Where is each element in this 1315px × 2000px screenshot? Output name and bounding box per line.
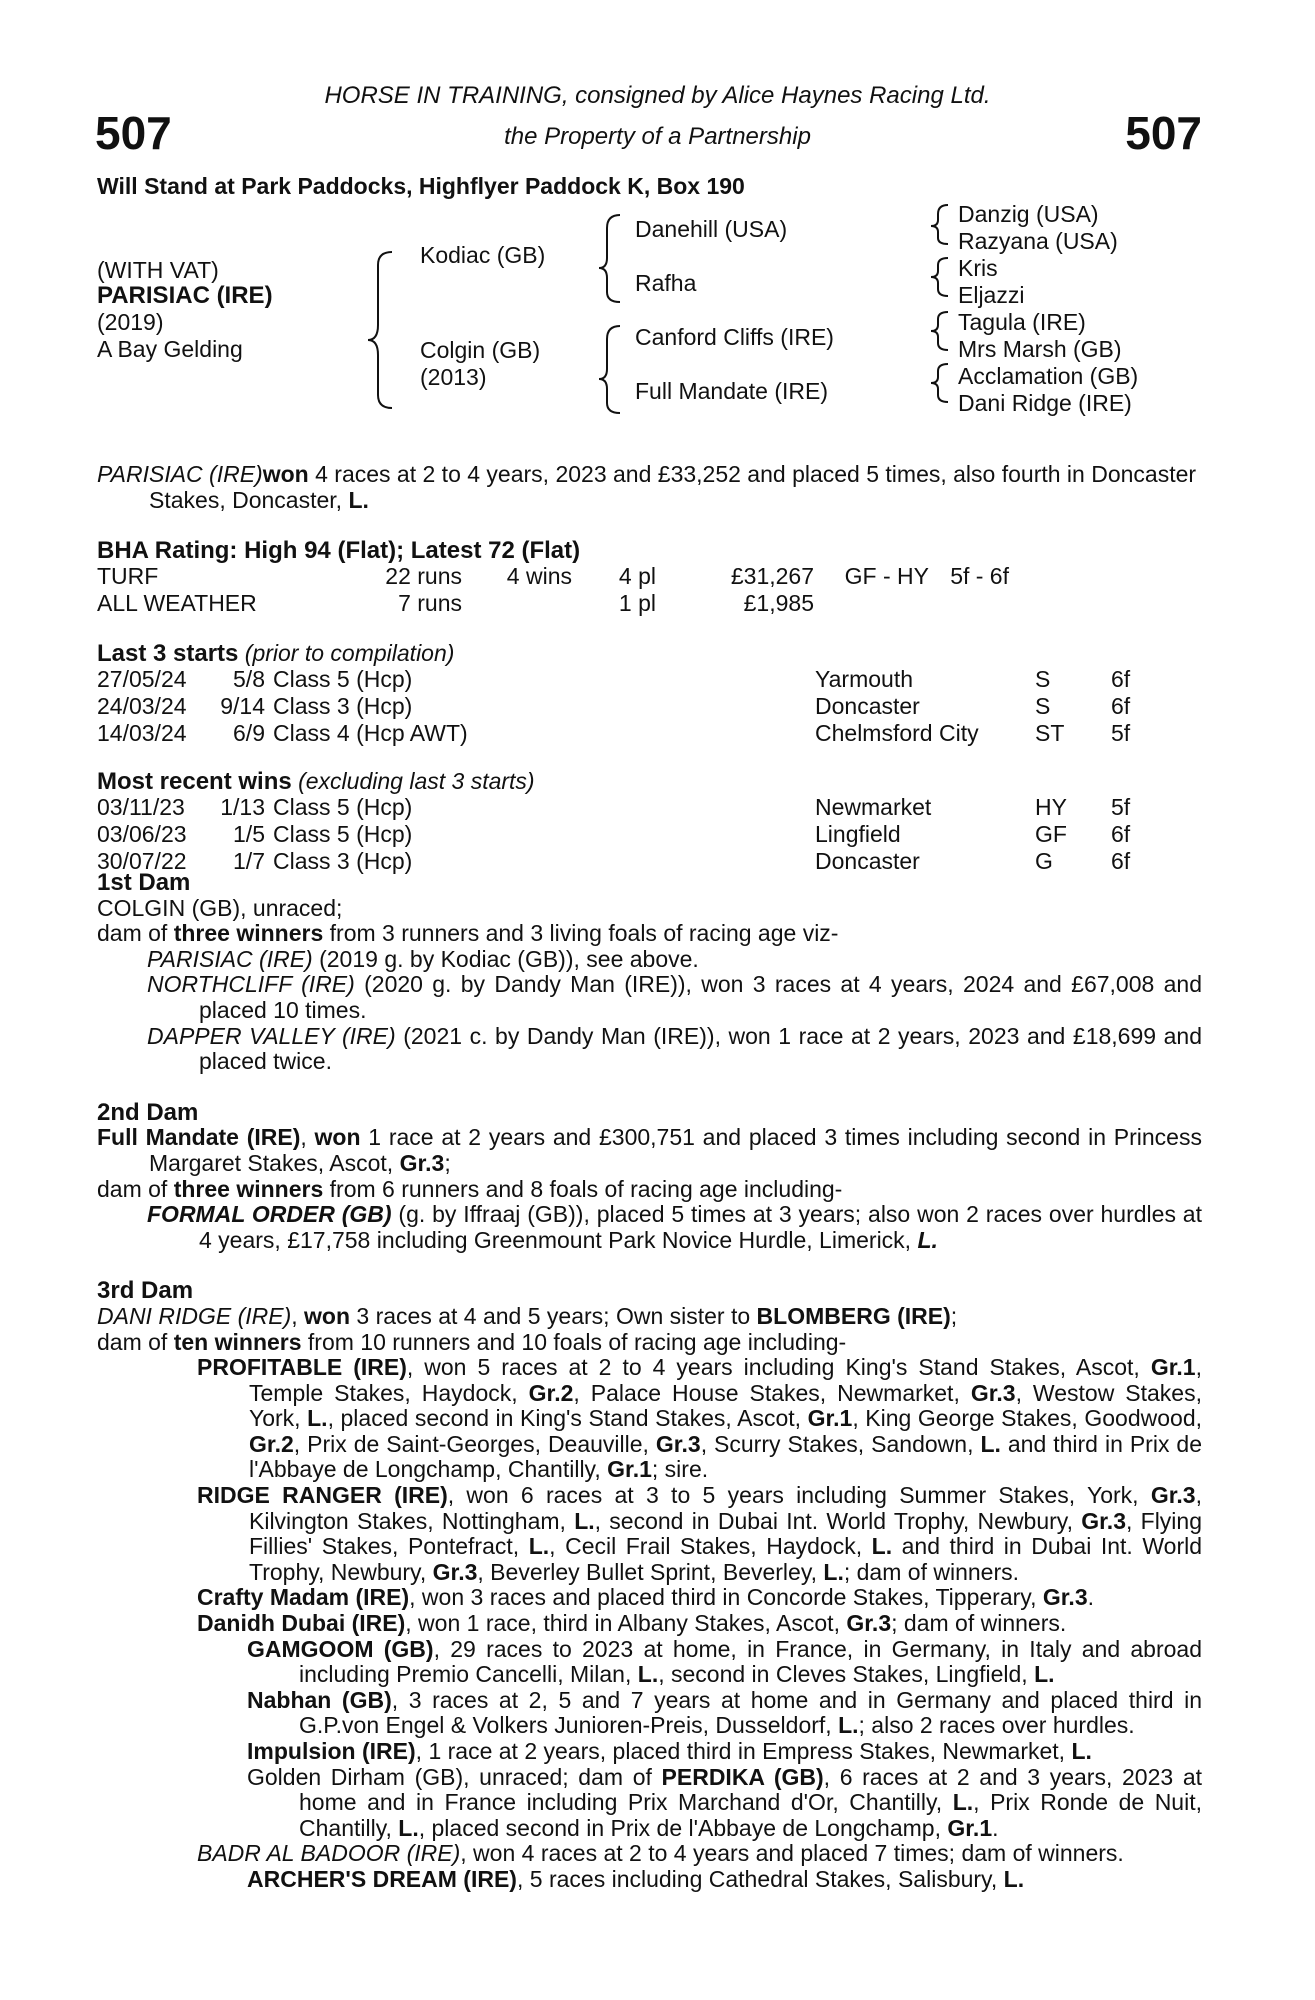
race-going: GF [1035, 821, 1067, 847]
text: and third in Prix de l'Abbaye de Longchamp, Chantilly, [249, 1430, 1203, 1483]
offspring-name: NORTHCLIFF (IRE) [147, 971, 355, 998]
dam-year: (2013) [420, 364, 487, 390]
text: ; also 2 races over hurdles. [858, 1712, 1135, 1739]
grade: L. [917, 1226, 938, 1253]
offspring-name: Crafty Madam (IRE) [197, 1584, 410, 1611]
distance-range [929, 590, 1009, 617]
race-position: 1/5 [233, 821, 265, 847]
text: . [1087, 1584, 1095, 1611]
race-course: Newmarket [815, 794, 932, 820]
offspring-entry [97, 1024, 1202, 1075]
grade: L. [871, 1533, 893, 1560]
race-class: Class 5 (Hcp) [273, 821, 413, 847]
offspring-details: (2020 g. by Dandy Man (IRE)), won 3 races at 4 years, 2024 and £67,008 and placed 10 times. [199, 971, 1202, 1023]
grand-offspring-entry [97, 1637, 1202, 1688]
text: , [300, 1124, 315, 1151]
vat-note: (WITH VAT) [97, 257, 219, 283]
lot-number-left: 507 [95, 107, 172, 159]
text: , [291, 1302, 305, 1329]
going-range: GF - HY [844, 563, 929, 589]
race-class: Class 5 (Hcp) [273, 666, 413, 692]
summary-won: won [262, 461, 309, 487]
dam-name: Full Mandate (IRE) [97, 1124, 301, 1151]
race-class: Class 3 (Hcp) [273, 693, 413, 719]
sire-dam: Rafha [635, 270, 697, 296]
dam-name: DANI RIDGE (IRE) [97, 1302, 292, 1329]
sibling-name: BLOMBERG (IRE) [756, 1302, 951, 1329]
grade: L. [980, 1430, 1001, 1457]
first-dam-title: 1st Dam [97, 869, 191, 896]
text: , 29 races to 2023 at home, in France, in Germany, in Italy and abroad including Premio Cancelli, Milan, [299, 1635, 1203, 1688]
grade: Gr.3 [1081, 1507, 1126, 1534]
offspring-entry [97, 1611, 1202, 1637]
sire-dam-dam: Eljazzi [958, 282, 1025, 308]
grade: L. [574, 1507, 595, 1534]
offspring-name: RIDGE RANGER (IRE) [197, 1482, 448, 1509]
grade: L. [823, 1558, 844, 1585]
text: , 6 races at 2 and 3 years, 2023 at home and in France including Prix Marchand d'Or, Chantilly, [299, 1763, 1202, 1816]
winners-count: three winners [173, 1175, 324, 1202]
text: , 3 races at 2, 5 and 7 years at home and in Germany and placed third in G.P.von Engel & Volkers Junioren-Preis, Dusseldorf, [299, 1686, 1202, 1739]
text: won [314, 1124, 361, 1151]
grade: Gr.3 [1042, 1584, 1088, 1611]
race-date: 24/03/24 [97, 693, 187, 719]
text: , second in Dubai Int. World Trophy, Newbury, [594, 1507, 1082, 1534]
stand-location: Will Stand at Park Paddocks, Highflyer Paddock K, Box 190 [97, 173, 745, 199]
race-going: HY [1035, 794, 1067, 820]
second-dam-produce-line [97, 1177, 1202, 1203]
text: , placed second in Prix de l'Abbaye de Longchamp, [418, 1814, 948, 1841]
dam-dam-dam: Dani Ridge (IRE) [958, 390, 1132, 416]
race-class: Class 3 (Hcp) [273, 848, 413, 874]
surface: TURF [97, 563, 159, 589]
grade: Gr.2 [249, 1430, 294, 1457]
grade: L. [307, 1405, 328, 1432]
offspring-name: DAPPER VALLEY (IRE) [147, 1022, 396, 1049]
offspring-entry [97, 1202, 1202, 1253]
wins [462, 590, 572, 617]
race-distance: 6f [1111, 821, 1131, 847]
race-distance: 6f [1111, 848, 1131, 874]
race-distance: 6f [1111, 693, 1131, 719]
text: dam of [97, 1328, 174, 1355]
race-going: S [1035, 693, 1051, 719]
race-date: 30/07/22 [97, 848, 187, 874]
grade: Gr.1 [947, 1814, 993, 1841]
text: , second in Cleves Stakes, Lingfield, [658, 1661, 1035, 1688]
horse-name: PARISIAC (IRE) [97, 282, 273, 309]
grade: Gr.3 [399, 1149, 445, 1176]
text: , won 1 race, third in Albany Stakes, Ascot, [405, 1610, 847, 1637]
text: , Prix Ronde de Nuit, Chantilly, [299, 1789, 1202, 1841]
race-distance: 5f [1111, 794, 1131, 820]
table-row [97, 666, 1130, 693]
horse-year: (2019) [97, 309, 164, 335]
grade: L. [528, 1533, 550, 1560]
grade: Gr.1 [607, 1456, 652, 1483]
winners-count: ten winners [173, 1328, 302, 1355]
consignor-line: HORSE IN TRAINING, consigned by Alice Haynes Racing Ltd. [324, 82, 991, 109]
grade: L. [1003, 1865, 1025, 1892]
prize-money: £1,985 [743, 590, 814, 616]
text: dam of [97, 1175, 174, 1202]
offspring-name: BADR AL BADOOR (IRE) [197, 1840, 461, 1867]
grand-offspring-entry [97, 1739, 1202, 1765]
offspring-entry [97, 1585, 1202, 1611]
recent-wins-table [97, 794, 1130, 875]
text: ; sire. [651, 1456, 709, 1483]
text: 1 race at 2 years and £300,751 and placed 3 times including second in Princess Margaret Stakes, Ascot, [149, 1124, 1202, 1176]
race-going: ST [1035, 720, 1065, 746]
dam-dam: Full Mandate (IRE) [635, 378, 829, 404]
offspring-details: (2019 g. by Kodiac (GB)), see above. [312, 945, 699, 972]
table-row [97, 720, 1130, 747]
text: ; [950, 1302, 958, 1329]
text: , Beverley Bullet Sprint, Beverley, [477, 1558, 824, 1585]
third-dam-produce-line [97, 1330, 1202, 1356]
main-bracket [368, 252, 392, 408]
text: , Temple Stakes, Haydock, [249, 1354, 1202, 1406]
sire-sire-dam: Razyana (USA) [958, 228, 1118, 254]
text: , Cecil Frail Stakes, Haydock, [549, 1533, 872, 1560]
summary-horse-name: PARISIAC (IRE) [97, 461, 263, 487]
runs: 7 runs [398, 590, 462, 616]
text: ; dam of winners. [891, 1610, 1067, 1637]
offspring-details: (g. by Iffraaj (GB)), placed 5 times at 3 years; also won 2 races over hurdles at 4 years, £17,758 including Greenmount Park Novice Hurdle, Limerick, [199, 1201, 1202, 1253]
grade: L. [838, 1712, 859, 1739]
text: and third in Dubai Int. World Trophy, Newbury, [249, 1533, 1203, 1585]
offspring-entry [97, 1355, 1202, 1483]
race-course: Chelmsford City [815, 720, 979, 746]
offspring-name: PARISIAC (IRE) [147, 945, 313, 972]
distance-range: 5f - 6f [950, 563, 1009, 589]
offspring-entry [97, 972, 1202, 1023]
third-dam-line [97, 1304, 1202, 1330]
offspring-name: ARCHER'S DREAM (IRE) [247, 1865, 517, 1892]
text: , Westow Stakes, York, [249, 1379, 1202, 1432]
race-date: 27/05/24 [97, 666, 187, 692]
horse-description: A Bay Gelding [97, 336, 243, 362]
offspring-name: PERDIKA (GB) [661, 1763, 824, 1790]
offspring-name: Nabhan (GB) [247, 1686, 392, 1713]
grade: Gr.3 [655, 1430, 701, 1457]
offspring-name: FORMAL ORDER (GB) [147, 1201, 392, 1228]
text: , Kilvington Stakes, Nottingham, [249, 1482, 1202, 1534]
text: , Scurry Stakes, Sandown, [700, 1430, 981, 1457]
offspring-entry [97, 1841, 1202, 1867]
summary-text: 4 races at 2 to 4 years, 2023 and £33,252 and placed 5 times, also fourth in Doncaster Stakes, Doncaster, [149, 461, 1197, 513]
race-class: Class 5 (Hcp) [273, 794, 413, 820]
text: won [304, 1302, 351, 1329]
table-row [97, 693, 1130, 720]
sire-dam-sire: Kris [958, 255, 998, 281]
race-position: 1/13 [220, 794, 265, 820]
race-course: Yarmouth [815, 666, 914, 692]
text: . [992, 1814, 999, 1841]
last-starts-table [97, 666, 1130, 747]
grade: Gr.3 [1150, 1482, 1196, 1509]
dam-sire-dam: Mrs Marsh (GB) [958, 336, 1122, 362]
race-distance: 5f [1111, 720, 1131, 746]
first-dam-produce-line [97, 921, 1202, 947]
race-date: 14/03/24 [97, 720, 187, 746]
race-position: 6/9 [233, 720, 265, 746]
rating-table [97, 563, 1009, 617]
rating-row [97, 563, 1009, 590]
text: , won 3 races and placed third in Concorde Stakes, Tipperary, [409, 1584, 1043, 1611]
text: , 1 race at 2 years, placed third in Empress Stakes, Newmarket, [415, 1738, 1072, 1764]
horse-summary [97, 462, 1202, 513]
last-starts-note: (prior to compilation) [244, 640, 455, 666]
grade: L. [1034, 1661, 1055, 1688]
text: , won 6 races at 3 to 5 years including Summer Stakes, York, [447, 1482, 1151, 1509]
going-range [814, 590, 929, 617]
grade: L. [952, 1789, 974, 1816]
table-row [97, 794, 1130, 821]
text: 3 races at 4 and 5 years; Own sister to [350, 1302, 757, 1329]
grade: Gr.3 [970, 1379, 1016, 1406]
wins: 4 wins [506, 563, 572, 589]
recent-wins-heading [97, 768, 535, 796]
grade: Gr.2 [528, 1379, 574, 1406]
race-course: Lingfield [815, 821, 901, 847]
summary-grade: L. [348, 486, 369, 513]
sire-name: Kodiac (GB) [420, 242, 546, 268]
recent-wins-title: Most recent wins [97, 768, 292, 795]
race-going: G [1035, 848, 1053, 874]
grand-offspring-entry [97, 1765, 1202, 1842]
race-going: S [1035, 666, 1051, 692]
text: from 6 runners and 8 foals of racing age including- [323, 1175, 843, 1202]
grand-offspring-entry [97, 1688, 1202, 1739]
last-starts-title: Last 3 starts [97, 640, 239, 667]
placings: 1 pl [618, 590, 656, 616]
dam-sections [97, 870, 1202, 1893]
property-line: the Property of a Partnership [504, 123, 811, 150]
table-row [97, 821, 1130, 848]
offspring-name: GAMGOOM (GB) [247, 1635, 434, 1662]
race-course: Doncaster [815, 848, 920, 874]
text: , placed second in King's Stand Stakes, Ascot, [327, 1405, 808, 1432]
dam-name: Colgin (GB) [420, 337, 541, 363]
offspring-name: Impulsion (IRE) [247, 1738, 416, 1764]
text: from 3 runners and 3 living foals of racing age viz- [323, 920, 839, 947]
race-date: 03/11/23 [97, 794, 185, 820]
offspring-entry [97, 947, 1202, 973]
bha-rating-title: BHA Rating: High 94 (Flat); Latest 72 (Flat) [97, 537, 581, 564]
text: from 10 runners and 10 foals of racing age including- [301, 1328, 847, 1355]
text: Golden Dirham (GB), unraced; dam of [247, 1763, 662, 1790]
text: , won 4 races at 2 to 4 years and placed 7 times; dam of winners. [460, 1840, 1124, 1867]
winners-count: three winners [173, 920, 324, 947]
surface: ALL WEATHER [97, 590, 257, 616]
dam-dam-sire: Acclamation (GB) [958, 363, 1139, 389]
grade: Gr.1 [1150, 1354, 1196, 1381]
grade: L. [1071, 1738, 1092, 1764]
text: , Flying Fillies' Stakes, Pontefract, [249, 1507, 1202, 1560]
race-position: 9/14 [220, 693, 265, 719]
third-dam-title: 3rd Dam [97, 1277, 194, 1305]
grand-offspring-entry [97, 1867, 1202, 1893]
lot-number-right: 507 [1125, 107, 1202, 159]
runs: 22 runs [385, 563, 462, 589]
text: dam of [97, 920, 174, 947]
second-dam-title: 2nd Dam [97, 1098, 199, 1126]
recent-wins-note: (excluding last 3 starts) [298, 768, 535, 794]
rating-row [97, 590, 1009, 617]
grade: Gr.3 [846, 1610, 892, 1637]
offspring-entry [97, 1483, 1202, 1585]
grade: Gr.3 [432, 1558, 478, 1585]
first-dam-line: COLGIN (GB), unraced; [97, 894, 343, 921]
offspring-details: (2021 c. by Dandy Man (IRE)), won 1 race at 2 years, 2023 and £18,699 and placed twice. [199, 1022, 1202, 1075]
placings: 4 pl [618, 563, 656, 589]
race-distance: 6f [1111, 666, 1131, 692]
race-date: 03/06/23 [97, 821, 187, 847]
grade: Gr.1 [807, 1405, 853, 1432]
text: , King George Stakes, Goodwood, [852, 1405, 1202, 1432]
race-position: 5/8 [233, 666, 265, 692]
grade: L. [398, 1814, 419, 1841]
text: ; [444, 1149, 451, 1176]
race-position: 1/7 [233, 848, 265, 874]
sire-sire: Danehill (USA) [635, 216, 788, 242]
last-starts-heading [97, 640, 454, 668]
dam-sire-sire: Tagula (IRE) [958, 309, 1086, 335]
offspring-name: Danidh Dubai (IRE) [197, 1610, 406, 1637]
text: ; dam of winners. [843, 1558, 1019, 1585]
offspring-name: PROFITABLE (IRE) [197, 1354, 407, 1381]
sire-sire-sire: Danzig (USA) [958, 201, 1099, 227]
prize-money: £31,267 [730, 563, 814, 589]
text: , 5 races including Cathedral Stakes, Salisbury, [516, 1865, 1004, 1892]
text: , Palace House Stakes, Newmarket, [573, 1379, 971, 1406]
grade: L. [637, 1661, 659, 1688]
text: , Prix de Saint-Georges, Deauville, [293, 1430, 656, 1457]
text: , won 5 races at 2 to 4 years including King's Stand Stakes, Ascot, [406, 1354, 1151, 1381]
race-class: Class 4 (Hcp AWT) [273, 720, 468, 746]
dam-sire: Canford Cliffs (IRE) [635, 324, 834, 350]
race-course: Doncaster [815, 693, 920, 719]
second-dam-line [97, 1125, 1202, 1176]
